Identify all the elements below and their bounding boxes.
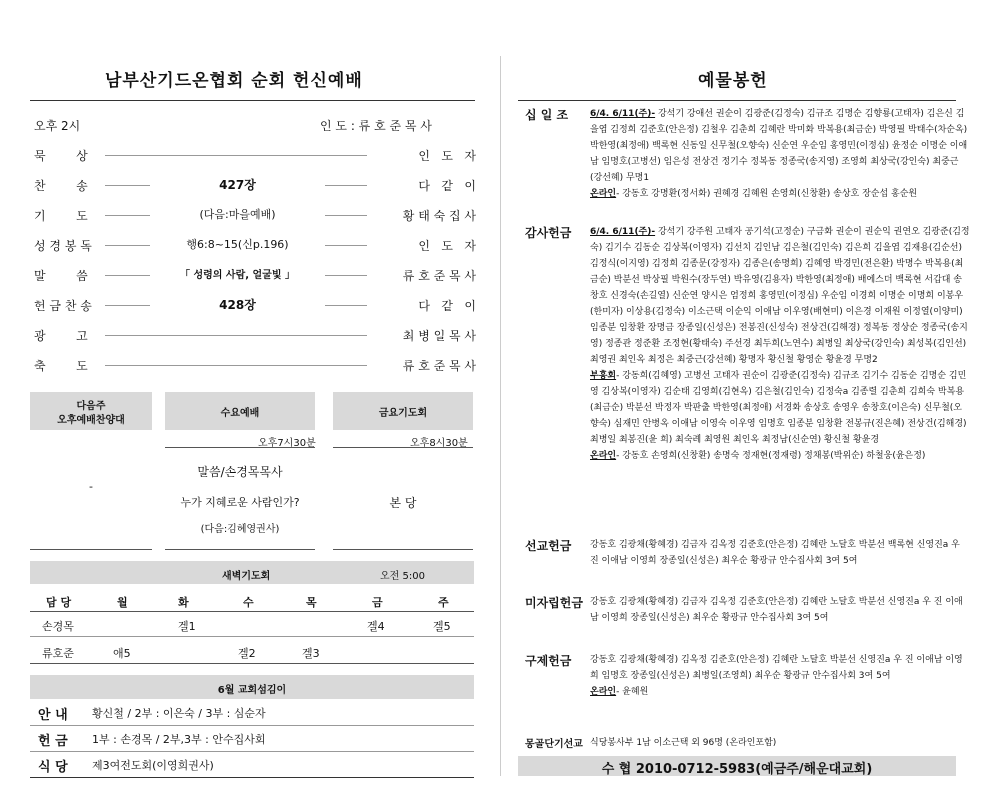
order-label: 축 도 [34,359,88,373]
offering-names: 식당봉사부 1남 이소근택 외 96명 (온라인포함) [590,738,777,748]
dawn-col-header: 금 [372,596,383,609]
offering-date: 6/4. 6/11(주)- [590,109,656,119]
order-label: 광 고 [34,329,88,343]
dawn-cell: 겔1 [178,620,196,633]
serve-rule [30,777,474,778]
order-leader-line [105,155,367,156]
serve-title: 6월 교회섬김이 [217,685,287,696]
order-person: 류 호 준 목 사 [402,359,476,373]
choir-value: - [89,480,93,493]
serve-label: 헌 금 [38,734,68,749]
fri-time: 오후8시30분 [410,438,468,449]
fri-place: 본 당 [389,496,417,510]
offering-body [590,537,970,569]
serve-rule [30,751,474,752]
dawn-time: 오전 5:00 [380,571,425,582]
revival-label: 부흥회 [590,371,617,381]
serve-label: 식 당 [38,760,68,775]
choir-line1: 다음주 [76,401,106,412]
online-label: 온라인 [590,189,617,199]
online-names: - 윤혜원 [616,687,649,697]
order-label: 기 도 [34,209,88,223]
column-divider [500,56,501,776]
order-value: 행6:8~15(신p.196) [150,236,325,252]
serve-value: 황신철 / 2부 : 이은숙 / 3부 : 심순자 [92,707,266,720]
order-person: 인 도 자 [418,149,476,163]
serve-label: 안 내 [38,708,68,723]
offering-label: 선교헌금 [525,539,572,553]
serve-value: 1부 : 손경목 / 2부,3부 : 안수집사회 [92,733,266,746]
order-value: (다음:마을예배) [150,206,325,222]
order-person: 다 같 이 [418,179,476,193]
left-title: 남부산기드온협회 순회 헌신예배 [105,71,363,91]
wed-rule [165,447,315,448]
dawn-col-header: 담 당 [46,596,72,609]
order-label: 찬 송 [34,179,88,193]
right-title: 예물봉헌 [698,71,768,91]
dawn-title: 새벽기도회 [222,571,271,582]
online-label: 온라인 [590,451,617,461]
right-title-rule [518,100,956,101]
offering-names: 강동호 김광채(황혜경) 김옥정 김준호(안은정) 김혜란 노달호 박분선 신영진a 우 진 이애남 이영희 임명호 장종일(신성은) 최병일(조영희) 최우순 황광규 안수집사회 3여 5여 [590,655,963,681]
order-label: 묵 상 [34,149,88,163]
order-value: 「 성령의 사람, 얼굴빛 」 [150,266,325,281]
choir-line2: 오후예배찬양대 [57,415,125,426]
offering-label: 십 일 조 [525,108,569,122]
dawn-col-header: 월 [117,596,128,609]
offering-label: 구제헌금 [525,654,572,668]
serve-value: 제3여전도회(이영희권사) [92,759,214,772]
order-leader-line [105,335,367,336]
dawn-col-header: 수 [243,596,254,609]
service-leader: 인 도 : 류 호 준 목 사 [320,119,432,133]
offering-label: 미자립헌금 [525,596,583,610]
serve-rule [30,725,474,726]
wed-sermon: 말씀/손경목목사 [197,465,283,479]
wed-time: 오후7시30분 [258,438,316,449]
fri-bottom-rule [333,549,473,550]
offering-body [590,224,970,464]
dawn-rule-1 [30,611,474,612]
revival-names: - 강동희(김혜영) 고병선 고태자 권순이 김광준(김정숙) 김규조 김기수 김동순 김명순 김민영 김상복(이영자) 김순태 김영희(김현옥) 김은철(김인숙) 김정숙a 김종렬 김춘희 김희숙 박복용(최금순) 박분선 박정자 박판출 박한영(최정애) 서경화 송상호 송영우 송창호(이은숙) 신무철(오향숙) 심재민 안병옥 이애남 이영숙 이우영 임명호 임종분 임창환 전봉규(진은혜) 전상건(김해경) 최병일 최봉진(윤 희) 최숙례 최영원 최인옥 최정남(신순연) 황신철 황윤경 [590,371,967,445]
dawn-row-name: 류호준 [42,647,74,660]
dawn-col-header: 주 [438,596,449,609]
dawn-col-header: 화 [178,596,189,609]
order-value: 427장 [150,176,325,193]
dawn-cell: 겔2 [238,647,256,660]
dawn-cell: 겔4 [367,620,385,633]
order-label: 말 씀 [34,269,88,283]
order-leader-line [105,365,367,366]
dawn-rule-2 [30,636,474,637]
dawn-col-header: 목 [306,596,317,609]
online-names: - 강동호 손영희(신창환) 송명숙 정재현(정재령) 정채봉(박위순) 하철웅(윤은정) [616,451,926,461]
left-title-rule [30,100,475,101]
order-person: 최 병 일 목 사 [402,329,476,343]
order-value: 428장 [150,296,325,313]
wed-next: (다음:김혜영권사) [200,524,280,535]
offering-names: 강동호 김광채(황혜경) 김금자 김옥정 김준호(안은정) 김혜란 노달호 박분선 백록현 신영진a 우 진 이애남 이영희 장종일(신성은) 최우순 황광규 안수집사회 3여 5여 [590,540,960,566]
order-person: 다 같 이 [418,299,476,313]
order-person: 황 태 숙 집 사 [402,209,476,223]
fri-rule [333,447,473,448]
order-person: 인 도 자 [418,239,476,253]
dawn-cell: 겔3 [302,647,320,660]
offering-date: 6/4. 6/11(주)- [590,227,656,237]
order-person: 류 호 준 목 사 [402,269,476,283]
wed-title: 수요예배 [220,408,260,419]
offering-names: 강석기 강애선 권순이 김광준(김정숙) 김규조 김명순 김향룡(고태자) 김은신 김을엽 김정희 김준호(안은정) 김철우 김춘희 김혜란 박미화 박복용(최금순) 박영필 박태수(차순옥) 박한영(최정애) 백록현 신동일 신무철(오향숙) 신순연 우순임 홍영민(이정심) 윤정순 이명순 이애남 임명호(고병선) 임은성 전상건 정기수 정복동 정종국(송지영) 조영희 최상국(강인숙) 최중근(강선혜) 무명1 [590,109,968,183]
offering-body [590,652,970,700]
offering-names: 강석기 강주원 고태자 공기석(고정순) 구금화 권순이 권순익 권연오 김광준(김정숙) 김기수 김동순 김상복(이영자) 김선치 김인남 김은철(김인숙) 김은희 김을엽 김재용(김순선) 김정식(이지영) 김정희 김종문(강정자) 김종은(송명희) 김혜영 박경민(전은환) 박명수 박복용(최금순) 박분선 박상필 박원수(장두연) 박유영(김용자) 박한영(최정애) 배에스더 백록현 서갑대 송창호 신경숙(손길열) 신순연 양시은 엄정희 홍영민(이정심) 우순임 이경희 이명순 이명희 이봉우(한미자) 이상용(김정숙) 이소근택 이순익 이애남 이우영(배현미) 이은경 이재원 이정열(이양미) 임종분 임창환 장명금 장종일(신성은) 전봉진(신성숙) 전상건(김해경) 정복동 정상순 정종국(송지영) 정종관 정준환 조정현(황태숙) 주선경 최두희(노연수) 최병일 최상국(강인숙) 최성복(김인선) 최영권 최인옥 최정은 최중근(강선혜) 황명자 황신철 황영순 황윤경 무명2 [590,227,970,365]
dawn-rule-3 [30,663,474,664]
wed-bottom-rule [165,549,315,550]
fri-title: 금요기도회 [378,408,428,419]
account-info: 수 협 2010-0712-5983(예금주/해운대교회) [601,762,873,777]
offering-body [590,106,970,202]
online-names: - 강동호 강명환(정서화) 권혜경 김혜원 손영희(신창환) 송상호 장순섭 홍순원 [616,189,918,199]
offering-label: 몽골단기선교 [525,739,583,750]
order-label: 성 경 봉 독 [34,239,92,253]
offering-names: 강동호 김광채(황혜경) 김금자 김옥정 김준호(안은정) 김혜란 노달호 박분선 신영진a 우 진 이애남 이영희 장종일(신성은) 최우순 황광규 안수집사회 3여 5여 [590,597,963,623]
dawn-cell: 애5 [113,647,131,660]
choir-bottom-rule [30,549,152,550]
online-label: 온라인 [590,687,617,697]
dawn-cell: 겔5 [433,620,451,633]
offering-label: 감사헌금 [525,226,572,240]
dawn-row-name: 손경목 [42,620,74,633]
offering-body [590,735,970,751]
offering-body [590,594,970,626]
order-label: 헌 금 찬 송 [34,299,92,313]
wed-topic: 누가 지혜로운 사람인가? [180,496,300,509]
service-time: 오후 2시 [34,119,81,133]
